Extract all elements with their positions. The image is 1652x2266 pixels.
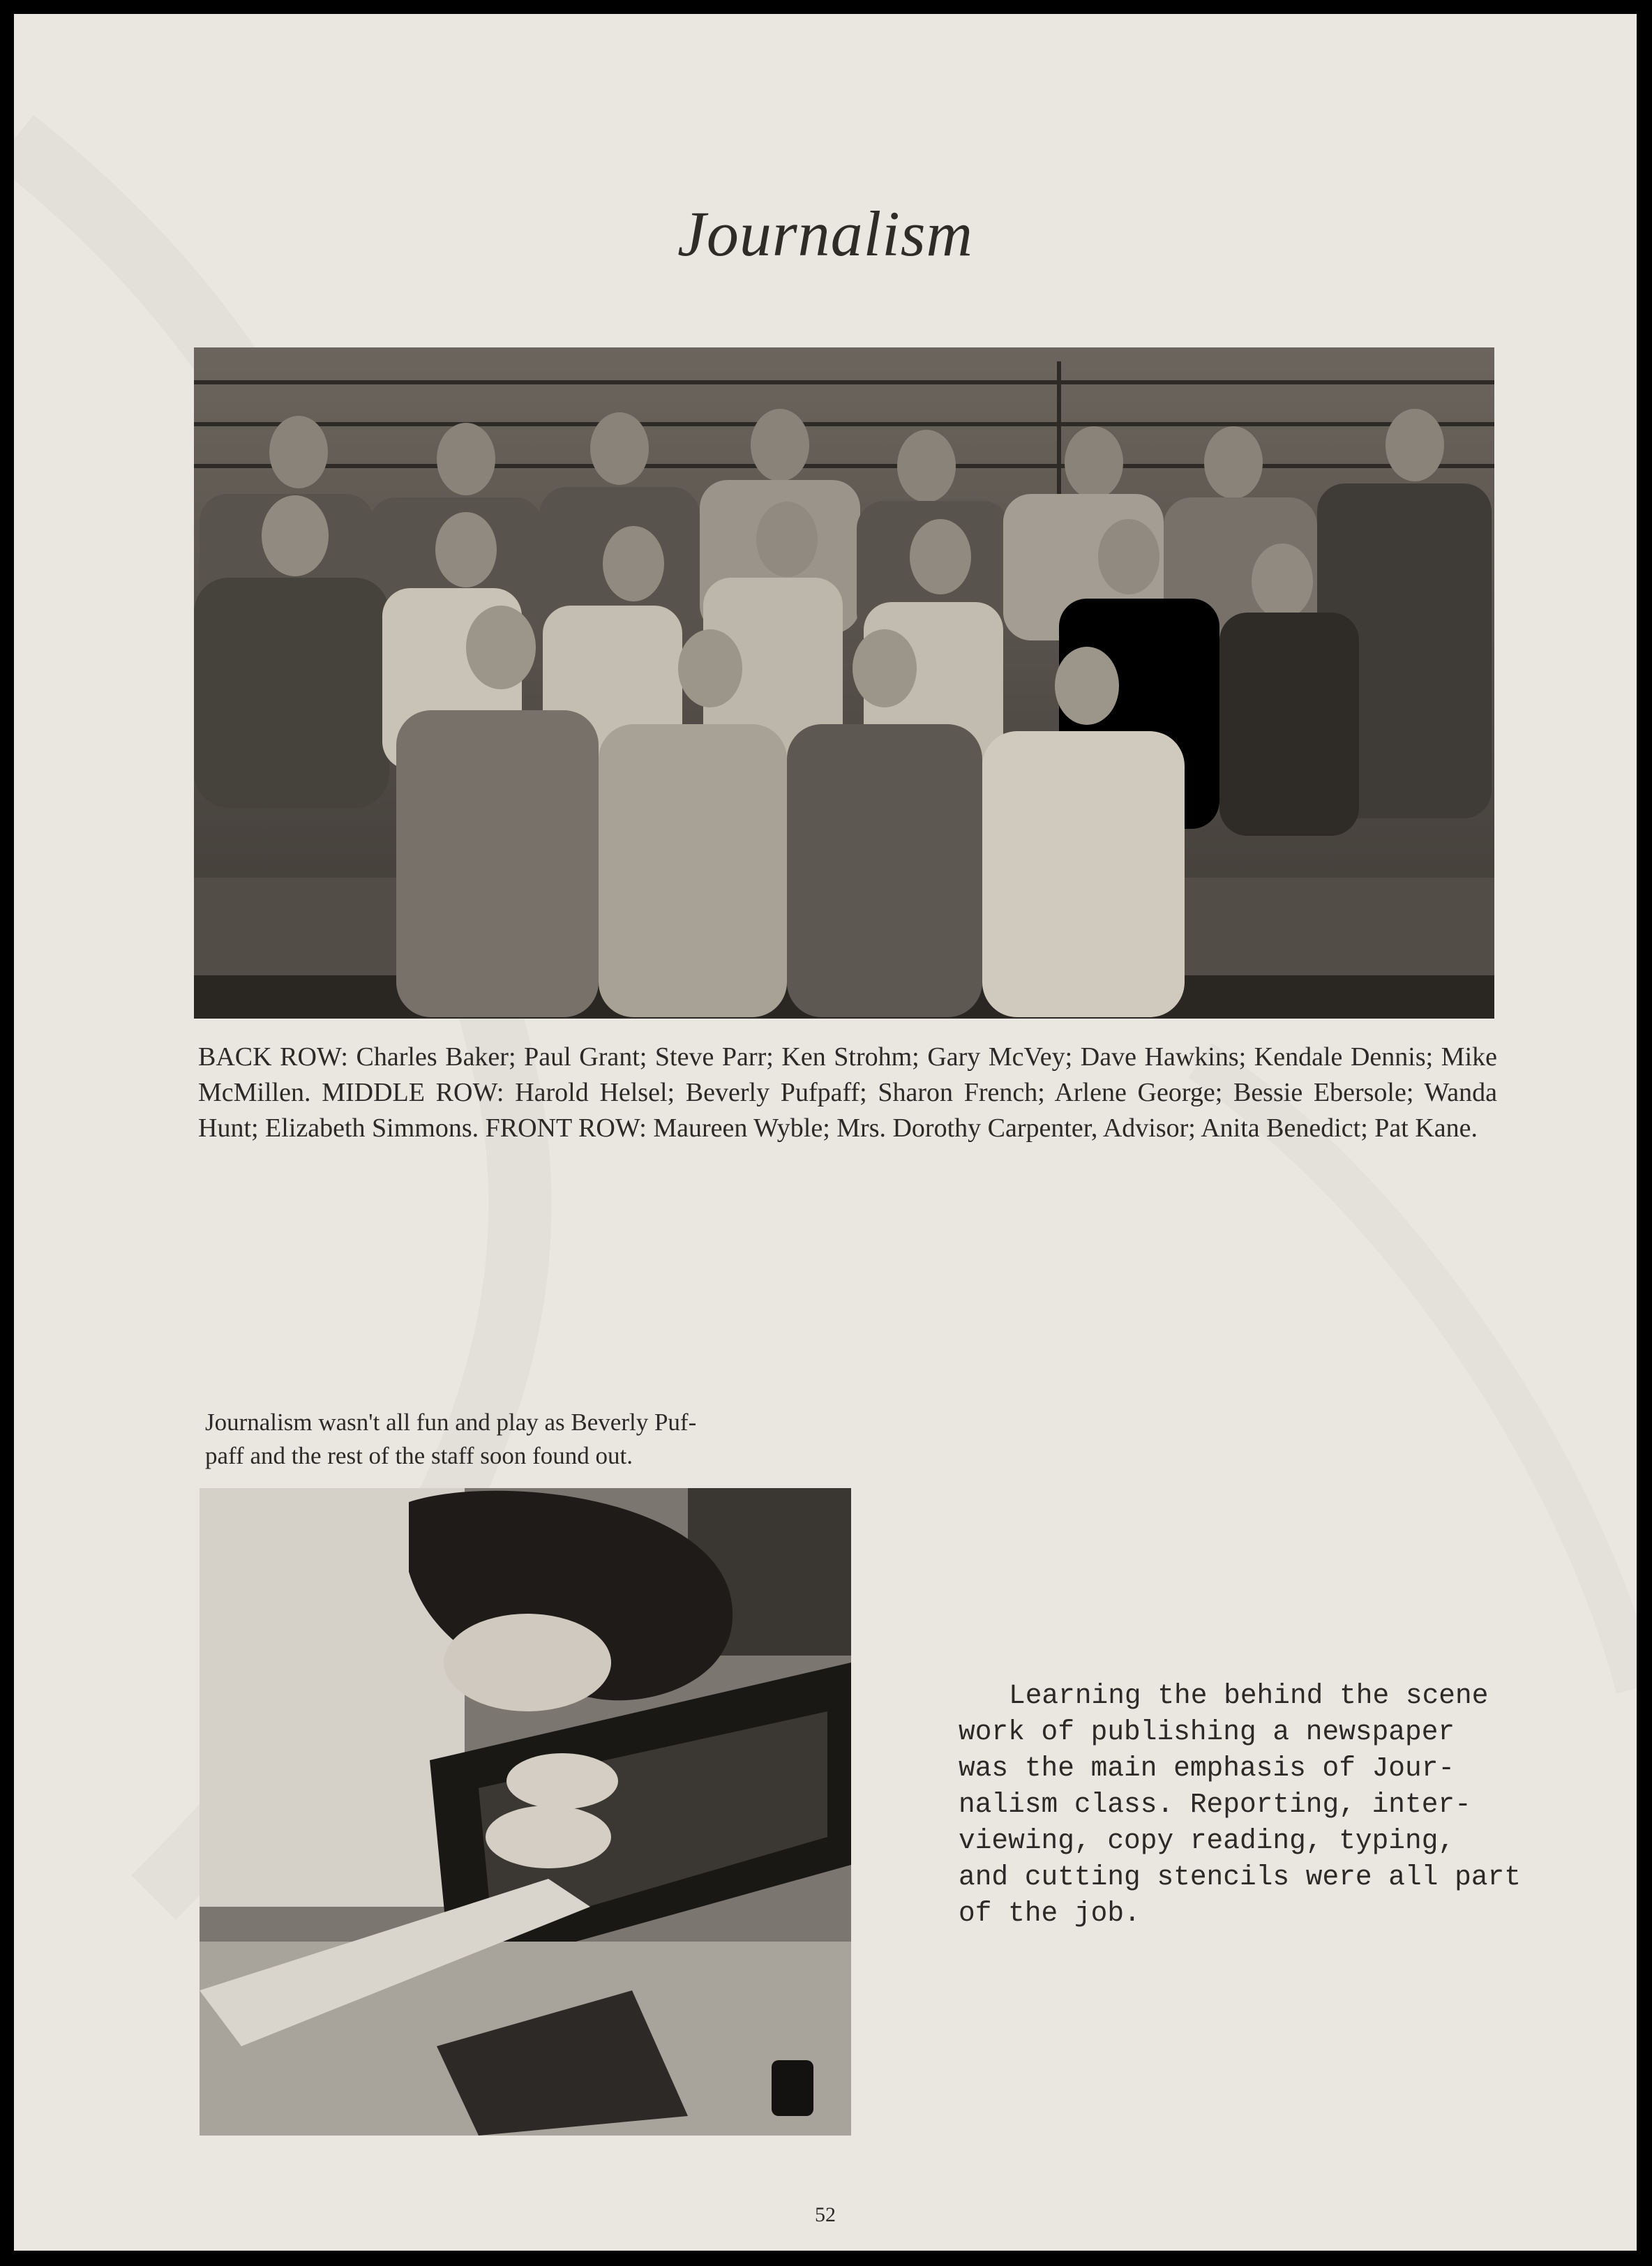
article-line: Learning the behind the scene <box>1009 1680 1489 1711</box>
article-text <box>959 1678 1521 1932</box>
article-line: and cutting stencils were all part <box>959 1861 1521 1893</box>
page-title: Journalism <box>677 198 973 269</box>
yearbook-page <box>14 14 1637 2251</box>
article-line: viewing, copy reading, typing, <box>959 1825 1455 1856</box>
action-caption-line-2: paff and the rest of the staff soon found out. <box>205 1442 633 1469</box>
group-photo <box>194 347 1494 1019</box>
article-line: of the job. <box>959 1898 1141 1929</box>
page-number: 52 <box>815 2203 836 2226</box>
action-caption-line-1: Journalism wasn't all fun and play as Beverly Puf- <box>205 1409 697 1436</box>
action-photo-caption <box>205 1406 854 1473</box>
article-line: work of publishing a newspaper <box>959 1716 1455 1748</box>
article-line: nalism class. Reporting, inter- <box>959 1789 1471 1820</box>
group-photo-caption: BACK ROW: Charles Baker; Paul Grant; Steve Parr; Ken Strohm; Gary McVey; Dave Hawkins; Kendale Dennis; Mike McMillen. MIDDLE ROW: Harold Helsel; Beverly Pufpaff; Sharon French; Arlene George; Bessie Ebersole; Wanda Hunt; Elizabeth Simmons. FRONT ROW: Maureen Wyble; Mrs. Dorothy Carpenter, Advisor; Anita Benedict; Pat Kane. <box>198 1042 1497 1143</box>
action-photo <box>200 1488 851 2136</box>
article-line: was the main emphasis of Jour- <box>959 1753 1455 1784</box>
